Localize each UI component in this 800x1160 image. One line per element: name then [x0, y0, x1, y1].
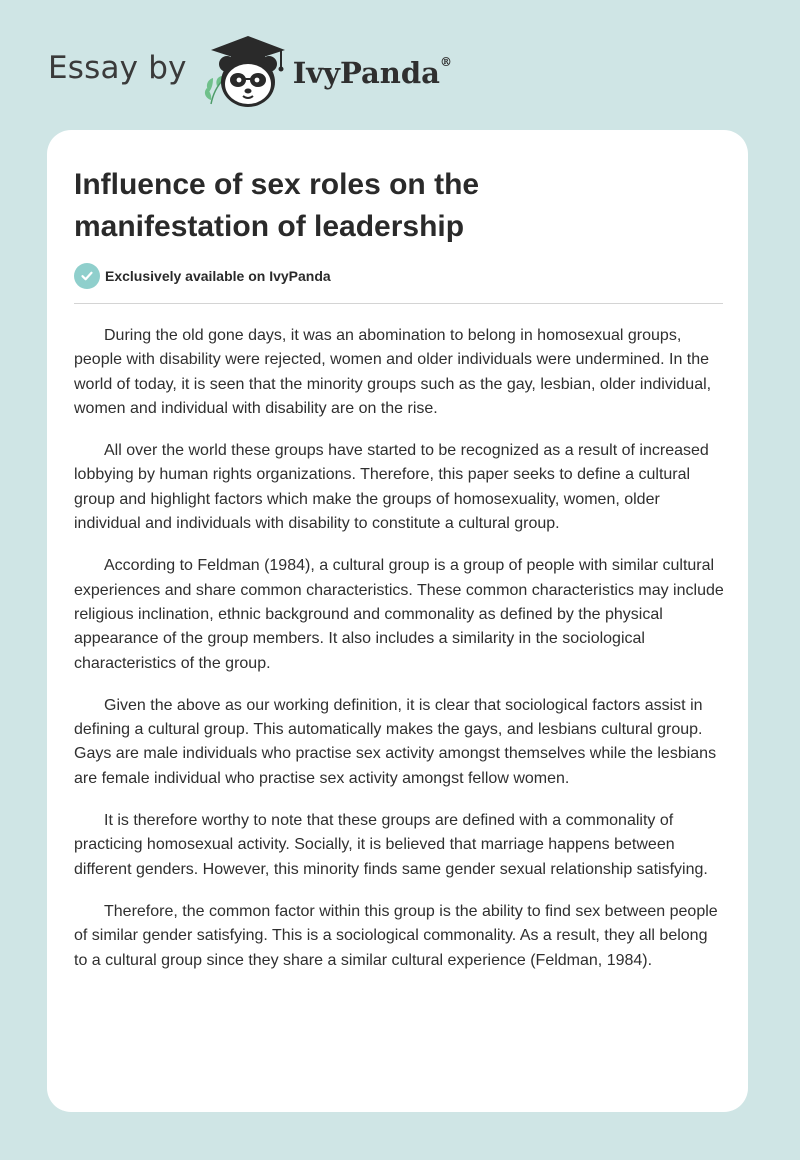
- site-header: [48, 30, 452, 114]
- brand-name[interactable]: [293, 56, 452, 90]
- paragraph: Given the above as our working definition, it is clear that sociological factors assist in defining a cultural group. This automatically makes the gays, and lesbians cultural group. Gays are male individuals who practise sex activity amongst themselves while the lesbians are female individual who practise sex activity amongst fellow women.: [74, 696, 717, 787]
- brand-text: IvyPanda: [292, 56, 440, 90]
- paragraph: According to Feldman (1984), a cultural group is a group of people with similar cultural experiences and share common characteristics. These common characteristics may include religious inclination, ethnic background and commonality as defined by the physical appearance of the group members. It also includes a similarity in the sociological characteristics of the group.: [74, 557, 724, 672]
- registered-mark: ®: [439, 55, 452, 70]
- divider: [74, 303, 723, 304]
- paragraph: All over the world these groups have started to be recognized as a result of increased lobbying by human rights organizations. Therefore, this paper seeks to define a cultural group and highlight factors which make the groups of homosexuality, women, older individual and individuals with disability to constitute a cultural group.: [74, 442, 709, 533]
- exclusive-badge-label: Exclusively available on IvyPanda: [105, 268, 331, 284]
- paragraph: Therefore, the common factor within this group is the ability to find sex between people of similar gender satisfying. This is a sociological commonality. As a result, they all belong to a cultural group since they share a similar cultural experience (Feldman, 1984).: [74, 902, 718, 969]
- check-circle-icon: [74, 263, 100, 289]
- panda-graduate-logo-icon[interactable]: [201, 30, 289, 114]
- exclusive-badge: [74, 263, 331, 289]
- essay-card: [47, 130, 748, 1112]
- essay-title: Influence of sex roles on the manifestation of leadership: [74, 168, 480, 243]
- paragraph: During the old gone days, it was an abomination to belong in homosexual groups, people with disability were rejected, women and older individuals were undermined. In the world of today, it is seen that the minority groups such as the gay, lesbian, older individual, women and individual with disability are on the rise.: [74, 327, 712, 417]
- essay-body: [74, 324, 724, 991]
- essay-by-label: Essay by: [48, 50, 187, 86]
- paragraph: It is therefore worthy to note that these groups are defined with a commonality of practicing homosexual activity. Socially, it is believed that marriage happens between different genders. However, this minority finds same gender sexual relationship satisfying.: [74, 812, 708, 878]
